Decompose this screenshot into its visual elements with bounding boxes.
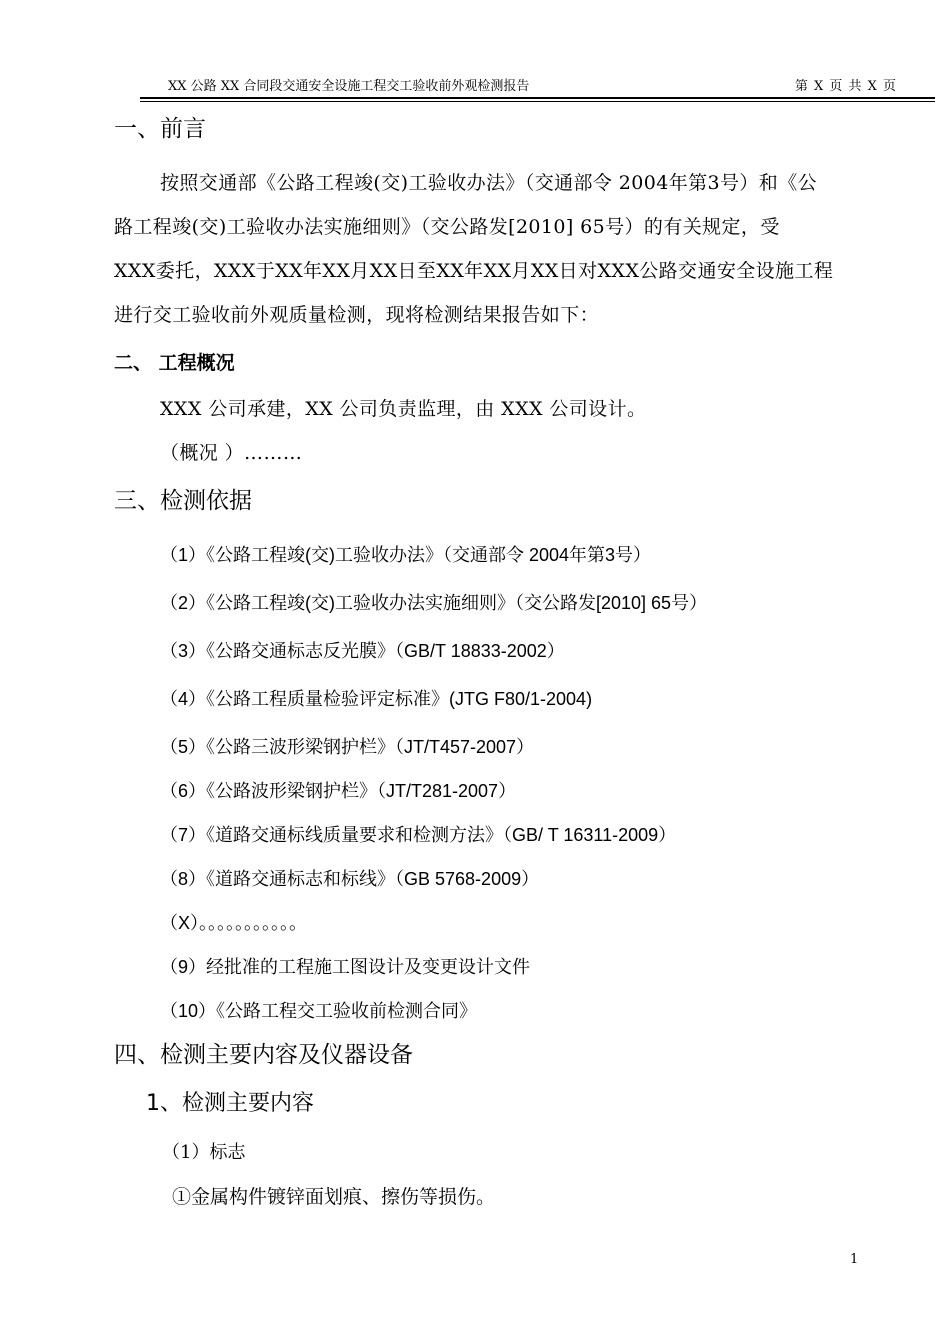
basis-reference-item: （8）《道路交通标志和标线》（GB 5768-2009）: [160, 869, 540, 889]
basis-reference-item: （10）《公路工程交工验收前检测合同》: [160, 1001, 478, 1021]
overview-placeholder: （概况 ）………: [160, 442, 303, 464]
preface-paragraph-line-1: 按照交通部《公路工程竣(交)工验收办法》（交通部令 2004年第3号）和《公: [160, 172, 818, 194]
basis-reference-item: （9）经批准的工程施工图设计及变更设计文件: [160, 957, 531, 977]
basis-reference-item: （X）。。。。。。。。。。。: [160, 913, 308, 933]
header-page-count: 第 X 页 共 X 页: [794, 79, 897, 94]
header-rule-thick: [140, 97, 935, 99]
content-item-signs: （1）标志: [162, 1142, 246, 1163]
content-subitem: ①金属构件镀锌面划痕、擦伤等损伤。: [172, 1186, 496, 1208]
header-title: XX 公路 XX 合同段交通安全设施工程交工验收前外观检测报告: [168, 79, 530, 94]
header-rule-thin: [140, 101, 935, 102]
section-heading-overview: 二、 工程概况: [114, 352, 235, 374]
basis-reference-item: （4）《公路工程质量检验评定标准》(JTG F80/1-2004): [160, 689, 593, 709]
preface-paragraph-line-4: 进行交工验收前外观质量检测，现将检测结果报告如下：: [114, 304, 600, 326]
preface-paragraph-line-3: XXX委托，XXX于XX年XX月XX日至XX年XX月XX日对XXX公路交通安全设施工程: [114, 260, 834, 282]
preface-paragraph-line-2: 路工程竣(交)工验收办法实施细则》（交公路发[2010] 65号）的有关规定，受: [114, 216, 780, 238]
basis-reference-item: （3）《公路交通标志反光膜》（GB/T 18833-2002）: [160, 641, 565, 661]
basis-reference-item: （7）《道路交通标线质量要求和检测方法》（GB/ T 16311-2009）: [160, 825, 677, 845]
subsection-heading-main-content: 1、检测主要内容: [146, 1091, 314, 1116]
section-heading-preface: 一、前言: [114, 116, 206, 142]
page-number: 1: [850, 1252, 859, 1267]
overview-paragraph: XXX 公司承建，XX 公司负责监理，由 XXX 公司设计。: [160, 398, 647, 420]
basis-reference-item: （1）《公路工程竣(交)工验收办法》（交通部令 2004年第3号）: [160, 545, 652, 565]
section-heading-content-equipment: 四、检测主要内容及仪器设备: [114, 1042, 413, 1068]
section-heading-basis: 三、检测依据: [114, 488, 252, 514]
basis-reference-item: （6）《公路波形梁钢护栏》（JT/T281-2007）: [160, 781, 517, 801]
page-header: [140, 78, 935, 98]
basis-reference-item: （5）《公路三波形梁钢护栏》（JT/T457-2007）: [160, 737, 535, 757]
basis-reference-item: （2）《公路工程竣(交)工验收办法实施细则》（交公路发[2010] 65号）: [160, 593, 708, 613]
